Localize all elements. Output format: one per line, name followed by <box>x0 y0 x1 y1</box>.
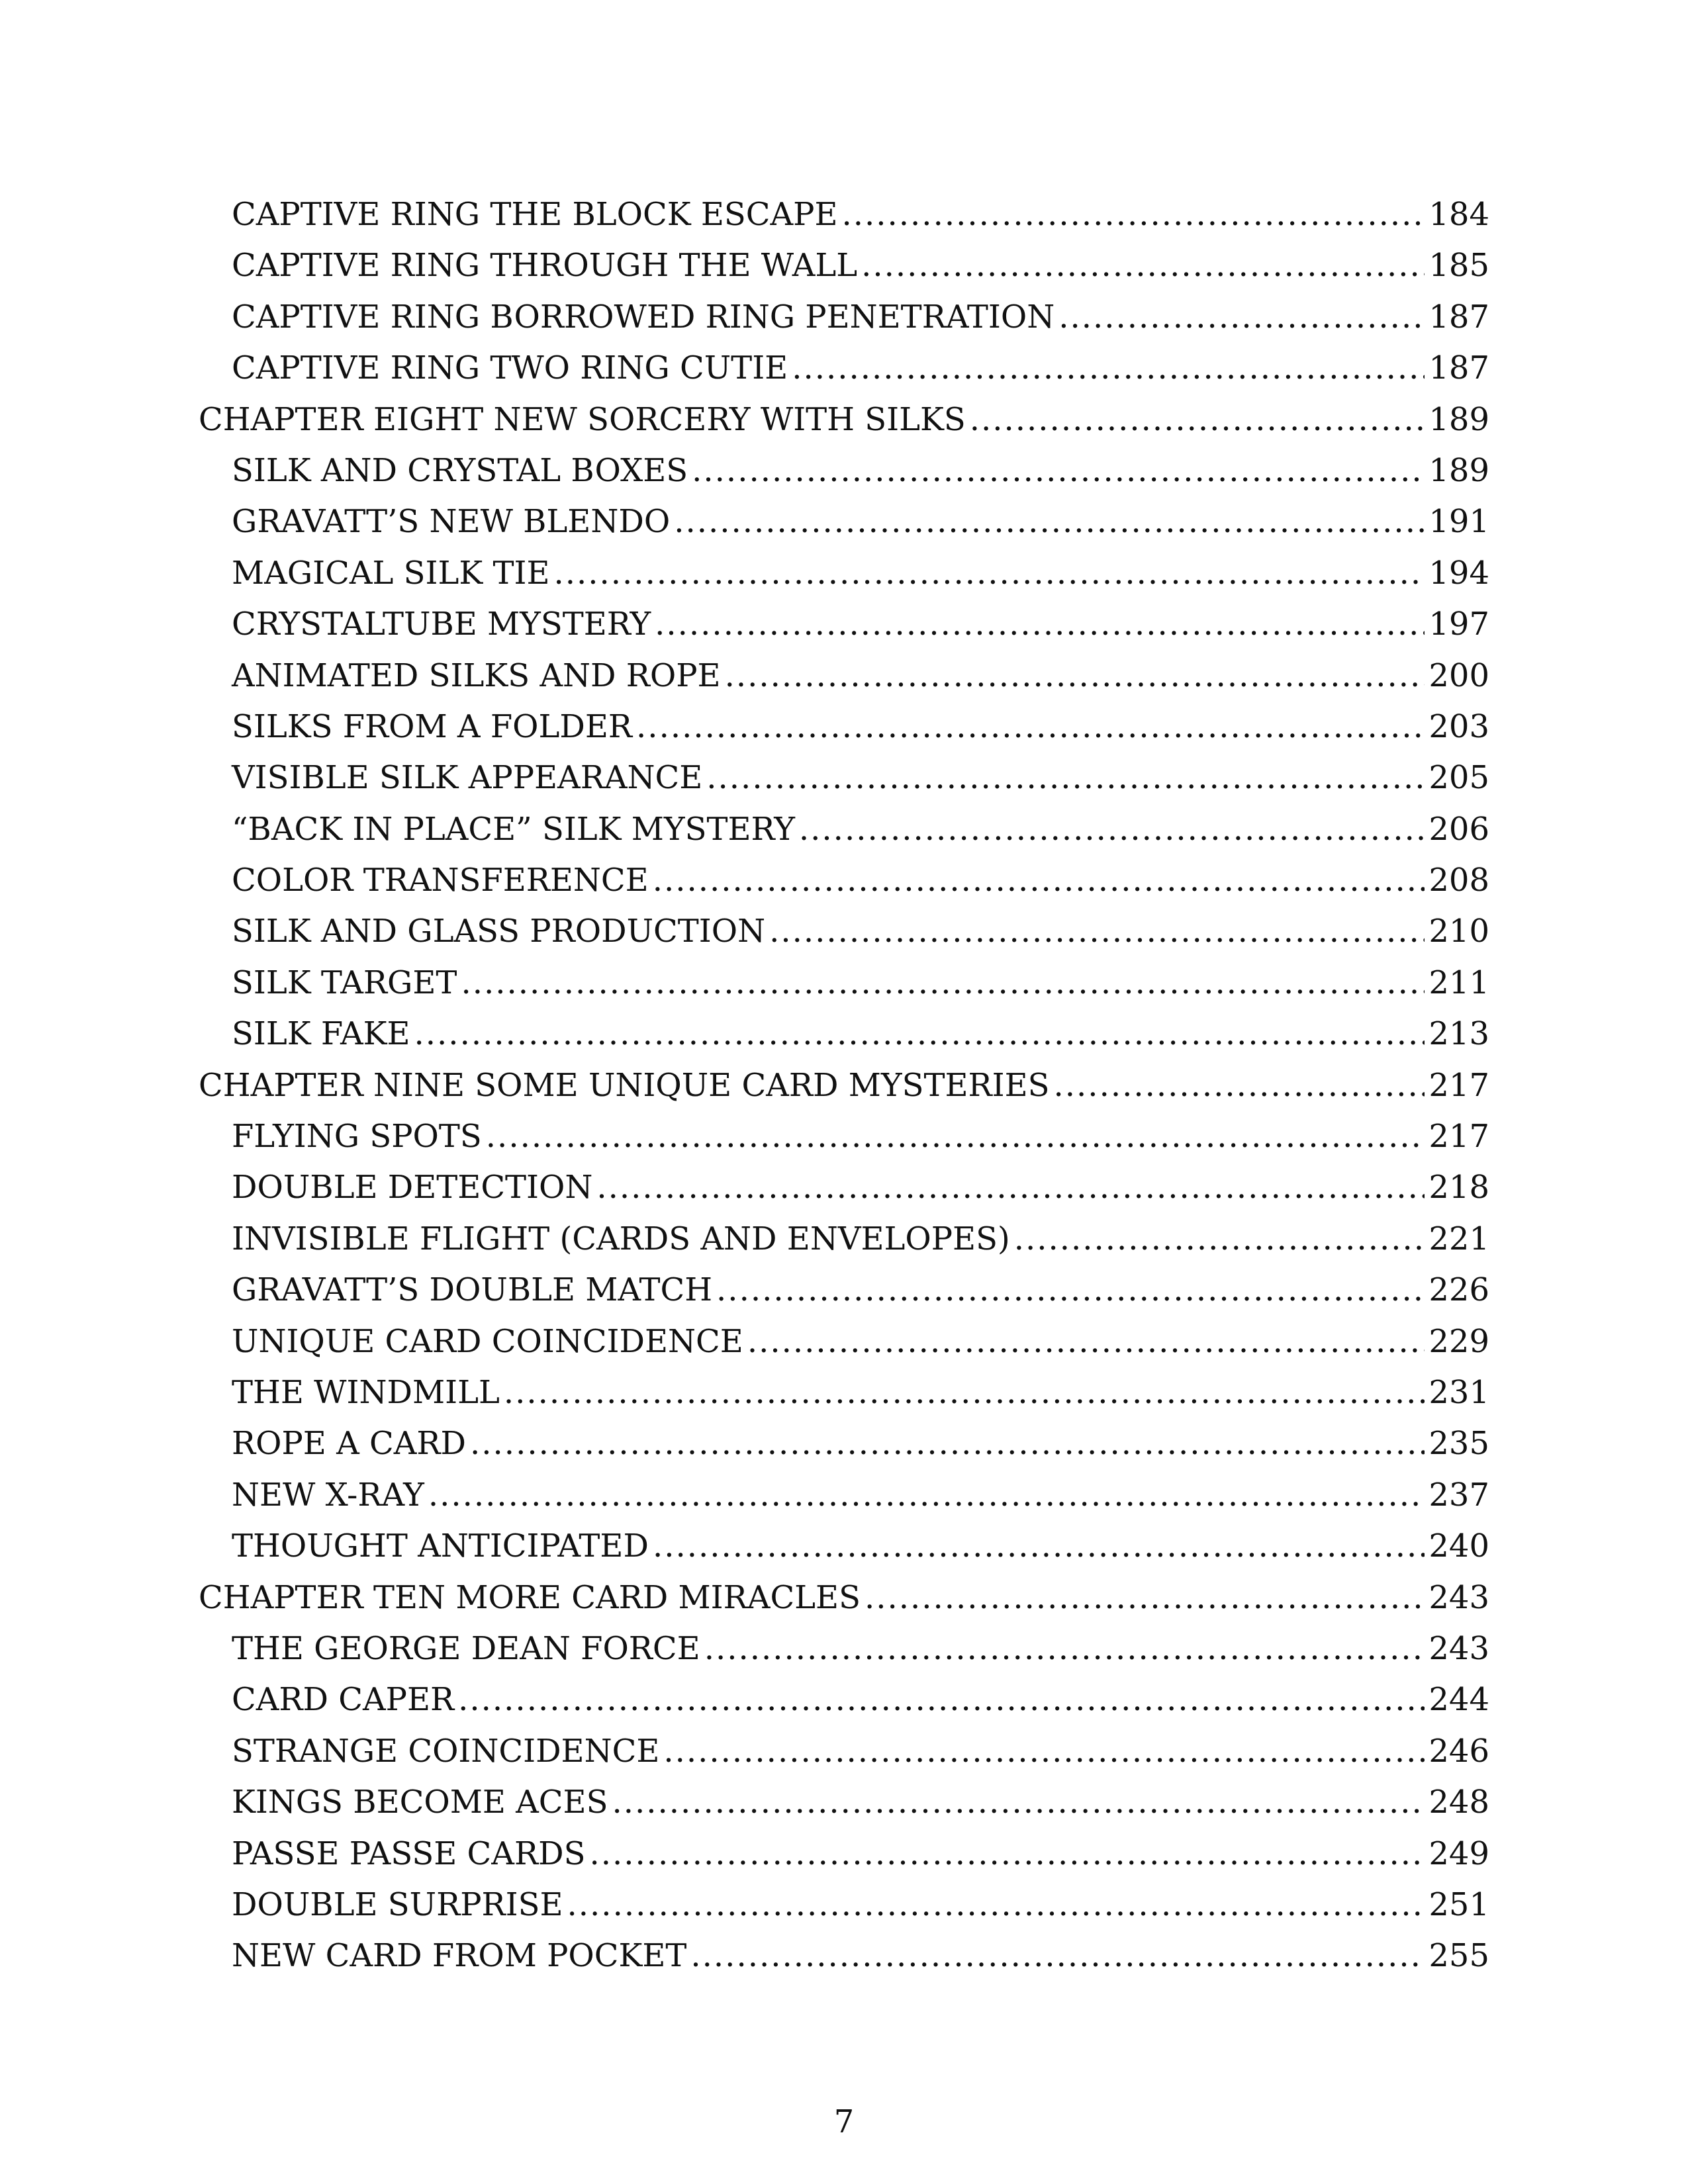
toc-entry <box>199 196 1489 247</box>
dot-leader <box>865 1579 1425 1616</box>
toc-entry <box>199 1784 1489 1835</box>
dot-leader <box>461 964 1425 1001</box>
toc-entry-page: 205 <box>1429 759 1489 797</box>
toc-entry-page: 217 <box>1429 1118 1489 1156</box>
toc-entry-title: COLOR TRANSFERENCE <box>232 862 649 899</box>
toc-entry-page: 197 <box>1429 606 1489 643</box>
toc-entry <box>199 913 1489 964</box>
toc-entry-page: 217 <box>1429 1066 1489 1104</box>
toc-entry-page: 231 <box>1429 1373 1489 1411</box>
toc-entry-title: MAGICAL SILK TIE <box>232 554 550 592</box>
toc-entry-title: SILK FAKE <box>232 1015 410 1053</box>
toc-entry-page: 240 <box>1429 1527 1489 1565</box>
toc-entry-title: THOUGHT ANTICIPATED <box>232 1527 649 1565</box>
dot-leader <box>663 1733 1425 1770</box>
toc-entry-page: 221 <box>1429 1220 1489 1257</box>
toc-entry-title: THE WINDMILL <box>232 1373 500 1411</box>
toc-entry <box>199 1118 1489 1169</box>
toc-entry <box>199 247 1489 298</box>
toc-entry-title: CAPTIVE RING THE BLOCK ESCAPE <box>232 196 838 233</box>
toc-entry <box>199 862 1489 913</box>
dot-leader <box>842 196 1425 233</box>
toc-entry-title: CHAPTER EIGHT NEW SORCERY WITH SILKS <box>199 400 966 438</box>
toc-entry <box>199 1015 1489 1066</box>
toc-entry-title: SILK AND GLASS PRODUCTION <box>232 913 766 950</box>
toc-entry-title: SILK AND CRYSTAL BOXES <box>232 451 688 489</box>
dot-leader <box>470 1425 1425 1462</box>
toc-entry <box>199 1835 1489 1886</box>
dot-leader <box>428 1477 1425 1514</box>
dot-leader <box>653 1527 1425 1565</box>
toc-entry-title: CAPTIVE RING THROUGH THE WALL <box>232 247 858 285</box>
toc-entry-title: INVISIBLE FLIGHT (CARDS AND ENVELOPES) <box>232 1220 1010 1257</box>
toc-entry-title: SILKS FROM A FOLDER <box>232 707 633 745</box>
toc-entry-title: CARD CAPER <box>232 1681 455 1719</box>
toc-entry-title: KINGS BECOME ACES <box>232 1784 608 1821</box>
dot-leader <box>1014 1220 1425 1257</box>
toc-entry-title: PASSE PASSE CARDS <box>232 1835 586 1872</box>
toc-entry-title: FLYING SPOTS <box>232 1118 482 1156</box>
toc-entry-page: 187 <box>1429 349 1489 387</box>
dot-leader <box>612 1784 1425 1821</box>
dot-leader <box>504 1374 1425 1411</box>
dot-leader <box>589 1835 1425 1872</box>
toc-entry-title: SILK TARGET <box>232 964 457 1001</box>
toc-entry <box>199 708 1489 759</box>
toc-chapter-entry <box>199 401 1489 452</box>
toc-entry <box>199 452 1489 503</box>
toc-entry-page: 194 <box>1429 554 1489 592</box>
dot-leader <box>636 708 1425 745</box>
toc-entry-page: 211 <box>1429 964 1489 1001</box>
toc-entry <box>199 298 1489 349</box>
dot-leader <box>725 657 1425 694</box>
toc-entry <box>199 606 1489 657</box>
dot-leader <box>1058 298 1425 336</box>
toc-entry-page: 243 <box>1429 1578 1489 1616</box>
dot-leader <box>596 1169 1425 1206</box>
dot-leader <box>486 1118 1425 1155</box>
toc-entry <box>199 1681 1489 1732</box>
toc-entry-page: 226 <box>1429 1271 1489 1309</box>
dot-leader <box>674 503 1425 540</box>
dot-leader <box>653 862 1425 899</box>
toc-entry-page: 213 <box>1429 1015 1489 1053</box>
toc-entry-title: DOUBLE DETECTION <box>232 1169 593 1206</box>
toc-entry <box>199 1527 1489 1578</box>
toc-entry-title: UNIQUE CARD COINCIDENCE <box>232 1322 743 1360</box>
toc-entry-title: ANIMATED SILKS AND ROPE <box>232 657 721 694</box>
dot-leader <box>1054 1067 1425 1104</box>
toc-entry-page: 208 <box>1429 862 1489 899</box>
toc-entry-title: CHAPTER NINE SOME UNIQUE CARD MYSTERIES <box>199 1066 1050 1104</box>
toc-entry <box>199 1425 1489 1476</box>
dot-leader <box>690 1937 1425 1974</box>
toc-entry-page: 248 <box>1429 1784 1489 1821</box>
toc-entry-title: GRAVATT’S NEW BLENDO <box>232 503 671 541</box>
toc-entry-page: 184 <box>1429 196 1489 233</box>
dot-leader <box>747 1323 1425 1360</box>
toc-entry <box>199 657 1489 708</box>
toc-entry <box>199 1271 1489 1322</box>
dot-leader <box>861 247 1425 284</box>
toc-entry-page: 200 <box>1429 657 1489 694</box>
toc-entry-page: 249 <box>1429 1835 1489 1872</box>
toc-entry-title: NEW X-RAY <box>232 1476 424 1514</box>
toc-entry-title: CAPTIVE RING BORROWED RING PENETRATION <box>232 298 1055 336</box>
toc-entry-page: 191 <box>1429 503 1489 541</box>
dot-leader <box>792 349 1425 387</box>
toc-entry-title: STRANGE COINCIDENCE <box>232 1732 660 1770</box>
toc-entry-page: 237 <box>1429 1476 1489 1514</box>
toc-entry-page: 246 <box>1429 1732 1489 1770</box>
toc-entry-title: GRAVATT’S DOUBLE MATCH <box>232 1271 713 1309</box>
dot-leader <box>970 401 1425 438</box>
toc-entry <box>199 1733 1489 1784</box>
toc-entry-page: 255 <box>1429 1937 1489 1975</box>
toc-chapter-entry <box>199 1579 1489 1630</box>
toc-entry-title: CHAPTER TEN MORE CARD MIRACLES <box>199 1578 861 1616</box>
toc-entry-title: DOUBLE SURPRISE <box>232 1886 563 1923</box>
toc-entry <box>199 349 1489 400</box>
toc-entry-page: 210 <box>1429 913 1489 950</box>
toc-entry-title: ROPE A CARD <box>232 1425 467 1463</box>
dot-leader <box>704 1630 1425 1667</box>
dot-leader <box>554 555 1425 592</box>
toc-entry-page: 243 <box>1429 1629 1489 1667</box>
toc-entry <box>199 503 1489 554</box>
toc-entry-title: “BACK IN PLACE” SILK MYSTERY <box>232 810 795 848</box>
toc-entry <box>199 1937 1489 1988</box>
toc-entry-title: VISIBLE SILK APPEARANCE <box>232 759 703 797</box>
toc-entry-title: CRYSTALTUBE MYSTERY <box>232 606 651 643</box>
toc-entry <box>199 1323 1489 1374</box>
dot-leader <box>716 1271 1425 1308</box>
toc-entry <box>199 1374 1489 1425</box>
toc-entry-page: 189 <box>1429 400 1489 438</box>
toc-entry-title: THE GEORGE DEAN FORCE <box>232 1629 700 1667</box>
page-number: 7 <box>833 2103 855 2140</box>
toc-entry <box>199 759 1489 810</box>
toc-entry-page: 185 <box>1429 247 1489 285</box>
dot-leader <box>799 811 1425 848</box>
table-of-contents <box>199 196 1489 1989</box>
toc-chapter-entry <box>199 1067 1489 1118</box>
toc-entry <box>199 964 1489 1015</box>
toc-entry <box>199 811 1489 862</box>
dot-leader <box>655 606 1425 643</box>
toc-entry-page: 229 <box>1429 1322 1489 1360</box>
toc-entry-page: 218 <box>1429 1169 1489 1206</box>
dot-leader <box>458 1681 1425 1718</box>
toc-entry-page: 203 <box>1429 707 1489 745</box>
toc-entry <box>199 1630 1489 1681</box>
toc-entry-page: 244 <box>1429 1681 1489 1719</box>
toc-entry-title: NEW CARD FROM POCKET <box>232 1937 687 1975</box>
dot-leader <box>414 1015 1425 1052</box>
toc-entry <box>199 1477 1489 1527</box>
toc-entry-page: 187 <box>1429 298 1489 336</box>
toc-entry <box>199 1169 1489 1220</box>
dot-leader <box>706 759 1425 796</box>
toc-entry-page: 235 <box>1429 1425 1489 1463</box>
toc-entry <box>199 555 1489 606</box>
toc-entry-page: 251 <box>1429 1886 1489 1923</box>
toc-entry <box>199 1886 1489 1937</box>
toc-entry-page: 206 <box>1429 810 1489 848</box>
toc-entry-page: 189 <box>1429 451 1489 489</box>
dot-leader <box>769 913 1425 950</box>
toc-entry-title: CAPTIVE RING TWO RING CUTIE <box>232 349 788 387</box>
toc-entry <box>199 1220 1489 1271</box>
dot-leader <box>692 452 1425 489</box>
dot-leader <box>567 1886 1425 1923</box>
